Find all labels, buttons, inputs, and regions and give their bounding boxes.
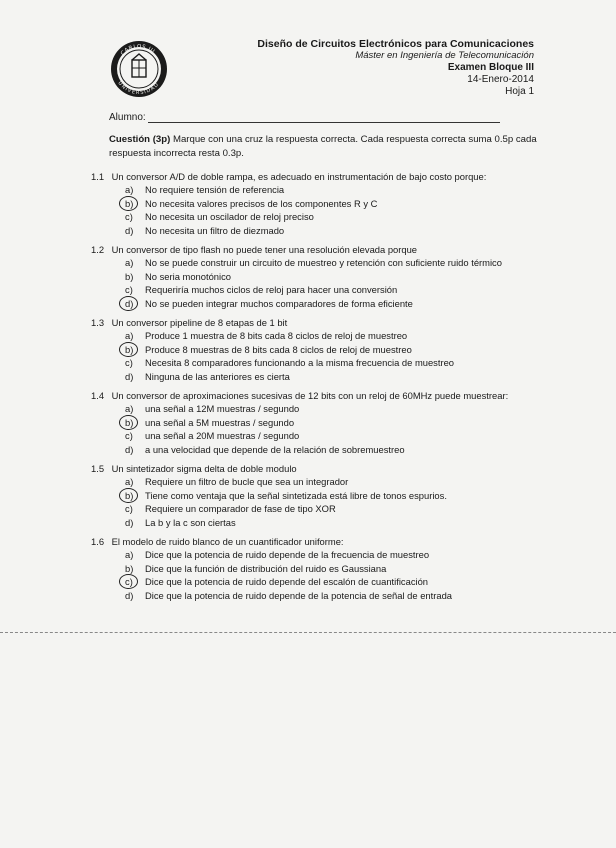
option-letter xyxy=(125,183,145,197)
option-text: Ninguna de las anteriores es cierta xyxy=(145,370,290,382)
option-letter-text: c) xyxy=(125,357,133,368)
course-title: Diseño de Circuitos Electrónicos para Comunicaciones xyxy=(257,38,534,50)
question-stem: 1.1 Un conversor A/D de doble rampa, es adecuado en instrumentación de bajo costo porque: xyxy=(91,171,487,182)
answer-option[interactable] xyxy=(109,224,549,238)
option-text: Requiere un filtro de bucle que sea un integrador xyxy=(145,476,349,487)
answer-option[interactable] xyxy=(109,356,549,370)
option-text: No seria monotónico xyxy=(145,270,231,282)
question-list xyxy=(91,170,549,608)
option-letter xyxy=(125,589,145,603)
option-letter xyxy=(125,443,145,457)
option-letter-text: a) xyxy=(125,476,134,487)
question-text: Un conversor pipeline de 8 etapas de 1 bit xyxy=(111,317,288,328)
option-letter-text: a) xyxy=(125,403,134,414)
answer-option[interactable] xyxy=(109,343,549,357)
option-letter-text: d) xyxy=(125,516,134,528)
seal-top-text: CARLOS III xyxy=(119,43,156,57)
option-letter xyxy=(125,297,145,311)
option-text: Produce 8 muestras de 8 bits cada 8 ciclos de reloj de muestreo xyxy=(145,343,412,355)
option-letter-text: a) xyxy=(125,184,134,195)
answer-option[interactable] xyxy=(109,475,549,489)
answer-option[interactable] xyxy=(109,402,549,416)
option-letter xyxy=(125,283,145,297)
exam-header xyxy=(257,38,534,98)
question-1-2 xyxy=(91,243,549,310)
option-letter xyxy=(125,256,145,270)
option-letter xyxy=(125,516,145,530)
question-text: El modelo de ruido blanco de un cuantificador uniforme: xyxy=(111,536,344,547)
answer-option[interactable] xyxy=(109,210,549,224)
option-letter-text: b) xyxy=(125,197,134,209)
option-text: No se pueden integrar muchos comparadores de forma eficiente xyxy=(145,297,413,309)
option-text: No necesita un oscilador de reloj preciso xyxy=(145,211,314,222)
option-text: Requeriría muchos ciclos de reloj para hacer una conversión xyxy=(145,284,398,295)
answer-mark-circle-icon xyxy=(119,488,138,503)
seal-bottom-text: UNIVERSIDAD xyxy=(116,80,161,97)
option-letter xyxy=(125,224,145,238)
answer-mark-circle-icon xyxy=(119,296,138,311)
option-text: Dice que la potencia de ruido depende de la potencia de señal de entrada xyxy=(145,589,453,601)
option-letter-text: b) xyxy=(125,270,134,282)
option-letter xyxy=(125,416,145,430)
question-stem: 1.4 Un conversor de aproximaciones sucesivas de 12 bits con un reloj de 60MHz puede muestrear: xyxy=(91,390,509,401)
option-letter xyxy=(125,548,145,562)
option-letter-text: d) xyxy=(125,297,134,309)
option-letter-text: c) xyxy=(125,503,133,514)
answer-option[interactable] xyxy=(109,283,549,297)
option-text: No necesita valores precisos de los componentes R y C xyxy=(145,197,378,209)
answer-mark-circle-icon xyxy=(119,415,138,430)
answer-option[interactable] xyxy=(109,297,549,311)
option-letter xyxy=(125,489,145,503)
answer-option[interactable] xyxy=(109,429,549,443)
option-letter xyxy=(125,562,145,576)
option-letter xyxy=(125,197,145,211)
option-letter-text: b) xyxy=(125,343,134,355)
university-seal-icon xyxy=(110,40,168,98)
answer-option[interactable] xyxy=(109,548,549,562)
student-label: Alumno: xyxy=(109,112,146,123)
option-letter-text: b) xyxy=(125,489,134,501)
answer-option[interactable] xyxy=(109,183,549,197)
question-stem: 1.3 Un conversor pipeline de 8 etapas de 1 bit xyxy=(91,317,288,328)
instruction-text: Marque con una cruz la respuesta correcta. Cada respuesta correcta suma 0.5p cada respuesta incorrecta resta 0.3p. xyxy=(109,134,537,159)
exam-date: 14-Enero-2014 xyxy=(467,74,534,85)
student-name-line[interactable] xyxy=(148,112,500,123)
option-text: No se puede construir un circuito de muestreo y retención con suficiente ruido térmico xyxy=(145,257,502,268)
answer-option[interactable] xyxy=(109,329,549,343)
option-letter-text: d) xyxy=(125,370,134,382)
option-letter-text: a) xyxy=(125,330,134,341)
option-letter-text: c) xyxy=(125,576,133,587)
option-text: No necesita un filtro de diezmado xyxy=(145,224,285,236)
option-text: Requiere un comparador de fase de tipo XOR xyxy=(145,503,336,514)
answer-option[interactable] xyxy=(109,270,549,284)
option-letter xyxy=(125,370,145,384)
question-1-6 xyxy=(91,535,549,602)
question-stem: 1.5 Un sintetizador sigma delta de doble modulo xyxy=(91,463,297,474)
answer-mark-circle-icon xyxy=(119,574,138,589)
question-text: Un conversor de aproximaciones sucesivas de 12 bits con un reloj de 60MHz puede muestrear: xyxy=(111,390,509,401)
option-text: Dice que la potencia de ruido depende del escalón de cuantificación xyxy=(145,576,429,587)
option-letter xyxy=(125,356,145,370)
exam-name: Examen Bloque III xyxy=(447,62,534,73)
question-1-4 xyxy=(91,389,549,456)
instructions xyxy=(109,133,539,161)
option-letter-text: d) xyxy=(125,224,134,236)
option-letter xyxy=(125,343,145,357)
program-name: Máster en Ingeniería de Telecomunicación xyxy=(355,50,534,61)
question-text: Un conversor de tipo flash no puede tener una resolución elevada porque xyxy=(111,244,418,255)
question-1-5 xyxy=(91,462,549,529)
option-text: No requiere tensión de referencia xyxy=(145,184,285,195)
option-text: Necesita 8 comparadores funcionando a la misma frecuencia de muestreo xyxy=(145,357,455,368)
question-text: Un conversor A/D de doble rampa, es adecuado en instrumentación de bajo costo porque: xyxy=(111,171,487,182)
instruction-lead: Cuestión (3p) xyxy=(109,134,171,145)
option-letter-text: c) xyxy=(125,284,133,295)
answer-mark-circle-icon xyxy=(119,342,138,357)
answer-option[interactable] xyxy=(109,416,549,430)
option-text: una señal a 12M muestras / segundo xyxy=(145,403,300,414)
option-letter-text: a) xyxy=(125,549,134,560)
option-letter xyxy=(125,402,145,416)
option-letter xyxy=(125,429,145,443)
answer-mark-circle-icon xyxy=(119,196,138,211)
option-letter xyxy=(125,475,145,489)
option-letter-text: b) xyxy=(125,416,134,428)
option-text: una señal a 5M muestras / segundo xyxy=(145,416,295,428)
option-letter-text: a) xyxy=(125,257,134,268)
answer-option[interactable] xyxy=(109,256,549,270)
answer-option[interactable] xyxy=(109,443,549,457)
option-letter xyxy=(125,270,145,284)
option-letter xyxy=(125,210,145,224)
question-text: Un sintetizador sigma delta de doble modulo xyxy=(111,463,297,474)
option-text: Dice que la función de distribución del ruido es Gaussiana xyxy=(145,562,387,574)
option-letter-text: c) xyxy=(125,211,133,222)
option-text: Dice que la potencia de ruido depende de la frecuencia de muestreo xyxy=(145,549,430,560)
question-1-1 xyxy=(91,170,549,237)
option-letter xyxy=(125,575,145,589)
page-divider xyxy=(0,632,616,633)
option-letter-text: b) xyxy=(125,562,134,574)
option-letter xyxy=(125,502,145,516)
option-letter xyxy=(125,329,145,343)
answer-option[interactable] xyxy=(109,516,549,530)
option-text: a una velocidad que depende de la relación de sobremuestreo xyxy=(145,443,405,455)
answer-option[interactable] xyxy=(109,575,549,589)
sheet-number: Hoja 1 xyxy=(505,86,534,97)
answer-option[interactable] xyxy=(109,589,549,603)
answer-option[interactable] xyxy=(109,562,549,576)
answer-option[interactable] xyxy=(109,197,549,211)
option-letter-text: c) xyxy=(125,430,133,441)
option-text: Produce 1 muestra de 8 bits cada 8 ciclos de reloj de muestreo xyxy=(145,330,408,341)
option-letter-text: d) xyxy=(125,589,134,601)
option-text: La b y la c son ciertas xyxy=(145,516,236,528)
student-name-row xyxy=(109,112,500,123)
answer-option[interactable] xyxy=(109,502,549,516)
option-text: Tiene como ventaja que la señal sintetizada está libre de tonos espurios. xyxy=(145,489,447,501)
option-text: una señal a 20M muestras / segundo xyxy=(145,430,300,441)
answer-option[interactable] xyxy=(109,370,549,384)
question-stem: 1.6 El modelo de ruido blanco de un cuantificador uniforme: xyxy=(91,536,344,547)
question-1-3 xyxy=(91,316,549,383)
answer-option[interactable] xyxy=(109,489,549,503)
option-letter-text: d) xyxy=(125,443,134,455)
question-stem: 1.2 Un conversor de tipo flash no puede tener una resolución elevada porque xyxy=(91,244,418,255)
